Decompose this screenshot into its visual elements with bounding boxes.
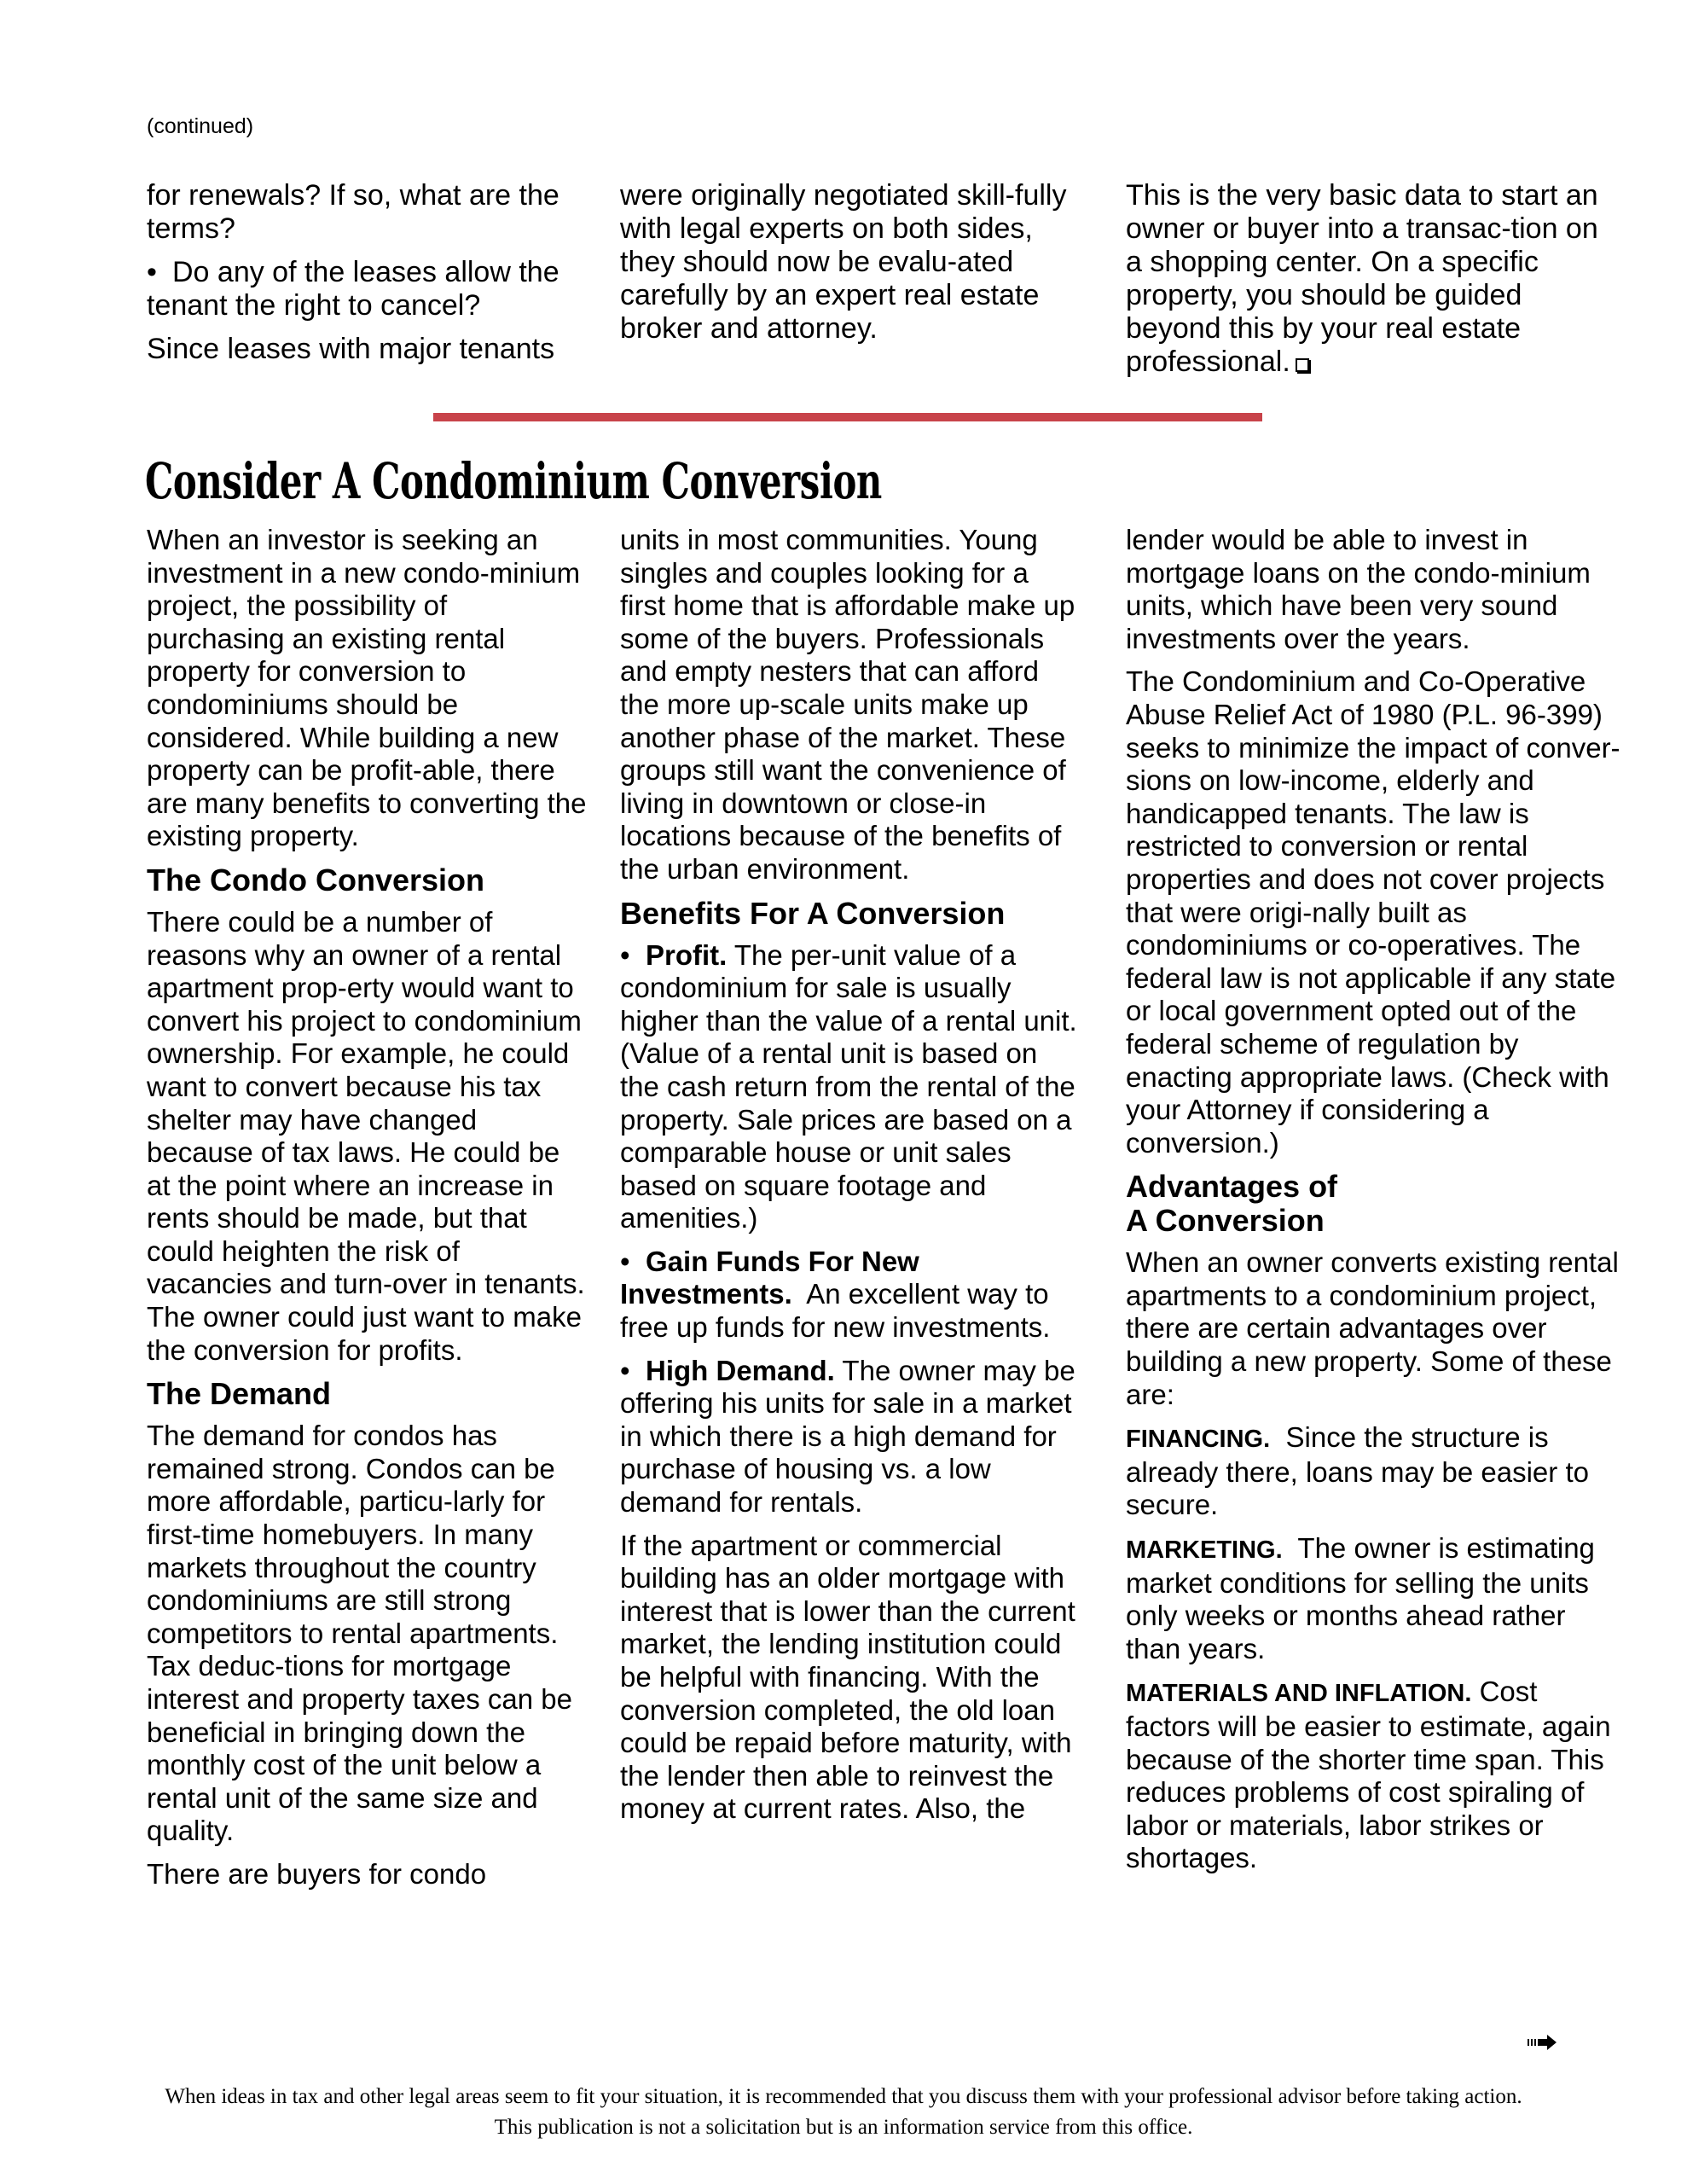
- paragraph: Since leases with major tenants: [147, 333, 555, 365]
- bullet-icon: •: [620, 1245, 630, 1277]
- paragraph: There could be a number of reasons why an owner of a rental apartment prop-erty would want to convert his project to condominium ownership. For example, he could want to convert because his tax shelter may have changed because of tax laws. He could be at the point where an increase in rents should be made, but that could heighten the risk of vacancies and turn-over in tenants. The owner could just want to make the conversion for profits.: [147, 905, 585, 1366]
- paragraph: were originally negotiated skill-fully with legal experts on both sides, they should now be evalu-ated carefully by an expert real estate broker and attorney.: [620, 179, 1067, 345]
- continued-label: (continued): [147, 114, 254, 138]
- top-column-3: [1126, 179, 1620, 389]
- advantage-item: [1126, 1676, 1620, 1875]
- paragraph-text: This is the very basic data to start an owner or buyer into a transac-tion on a shopping center. On a specific property, you should be guided beyond this by your real estate professional.: [1126, 179, 1598, 378]
- footer-disclaimer: When ideas in tax and other legal areas seem to fit your situation, it is recommended that you discuss them with your professional advisor before taking action.: [165, 2085, 1522, 2108]
- paragraph: The Condominium and Co-Operative Abuse Relief Act of 1980 (P.L. 96-399) seeks to minimize the impact of conver-sions on low-income, elderly and handicapped tenants. The law is restricted to conversion or rental properties and does not cover projects that were origi-nally built as condominiums or co-operatives. The federal law is not applicable if any state or local government opted out of the federal scheme of regulation by enacting appropriate laws. (Check with your Attorney if considering a conversion.): [1126, 665, 1620, 1159]
- bullet-label: High Demand.: [646, 1354, 835, 1386]
- paragraph: lender would be able to invest in mortgage loans on the condo-minium units, which have been very sound investments over the years.: [1126, 524, 1591, 654]
- paragraph: When an investor is seeking an investment in a new condo-minium project, the possibility of purchasing an existing rental property for conversion to condominiums should be considered. While building a new property can be profit-able, there are many benefits to converting the existing property.: [147, 524, 587, 852]
- top-column-2: [620, 179, 1081, 356]
- subheading: Advantages of A Conversion: [1126, 1169, 1338, 1239]
- bullet-item: [620, 1355, 1081, 1519]
- arrow-right-icon: [1527, 2034, 1557, 2051]
- bullet-text: An excellent way to free up funds for new investments.: [620, 1278, 1057, 1344]
- paragraph: [1126, 179, 1620, 379]
- advantage-label: MARKETING.: [1126, 1536, 1283, 1565]
- subheading: The Demand: [147, 1376, 332, 1412]
- bullet-item: [620, 939, 1081, 1235]
- section-divider: [433, 413, 1262, 421]
- paragraph: for renewals? If so, what are the terms?: [147, 179, 559, 245]
- end-of-article-box-icon: [1296, 358, 1309, 372]
- paragraph: When an owner converts existing rental apartments to a condominium project, there are certain advantages over building a new property. Some of these are:: [1126, 1246, 1619, 1410]
- paragraph: units in most communities. Young singles and couples looking for a first home that is affordable make up some of the buyers. Professionals and empty nesters that can afford the more up-scale units make up another phase of the market. These groups still want the convenience of living in downtown or close-in locations because of the benefits of the urban environment.: [620, 524, 1075, 885]
- article-column-3: [1126, 524, 1620, 1885]
- bullet-icon: •: [620, 1354, 630, 1386]
- advantage-label: FINANCING.: [1126, 1426, 1271, 1454]
- bullet-label: Profit.: [646, 938, 728, 971]
- article-column-2: [620, 524, 1081, 1836]
- article-title: Consider A Condominium Conversion: [145, 452, 882, 510]
- bullet-item: [147, 256, 590, 322]
- bullet-text: Do any of the leases allow the tenant the right to cancel?: [147, 256, 559, 322]
- subheading: The Condo Conversion: [147, 862, 484, 897]
- advantage-text: The owner is estimating market conditions for selling the units only weeks or months ahead rather than years.: [1126, 1532, 1603, 1664]
- advantage-text: Since the structure is already there, loans may be easier to secure.: [1126, 1421, 1597, 1521]
- paragraph: There are buyers for condo: [147, 1857, 487, 1890]
- advantage-item: [1126, 1421, 1620, 1522]
- article-column-1: [147, 524, 590, 1902]
- bullet-icon: •: [147, 256, 157, 288]
- bullet-icon: •: [620, 938, 630, 971]
- advantage-item: [1126, 1532, 1620, 1665]
- subheading: Benefits For A Conversion: [620, 895, 1006, 931]
- bullet-text: The per-unit value of a condominium for sale is usually higher than the value of a rental unit. (Value of a rental unit is based on the cash return from the rental of the property. Sale prices are based on a comparable house or unit sales based on square footage and amenities.): [620, 938, 1077, 1234]
- footer-notice: This publication is not a solicitation but is an information service from this office.: [494, 2116, 1193, 2139]
- bullet-label: Gain Funds For New Investments.: [620, 1245, 919, 1310]
- top-column-1: [147, 179, 590, 376]
- advantage-label: MATERIALS AND INFLATION.: [1126, 1680, 1472, 1708]
- bullet-text: The owner may be offering his units for sale in a market in which there is a high demand for purchase of housing vs. a low demand for rentals.: [620, 1354, 1075, 1519]
- paragraph: If the apartment or commercial building has an older mortgage with interest that is lower than the current market, the lending institution could be helpful with financing. With the conversion completed, the old loan could be repaid before maturity, with the lender then able to reinvest the money at current rates. Also, the: [620, 1529, 1075, 1825]
- bullet-item: [620, 1246, 1081, 1345]
- advantage-text: Cost factors will be easier to estimate, again because of the shorter time span. This reduces problems of cost spiraling of labor or materials, labor strikes or shortages.: [1126, 1676, 1611, 1874]
- paragraph: The demand for condos has remained strong. Condos can be more affordable, particu-larly for first-time homebuyers. In many markets throughout the country condominiums are still strong competitors to rental apartments. Tax deduc-tions for mortgage interest and property taxes can be beneficial in bringing down the monthly cost of the unit below a rental unit of the same size and quality.: [147, 1420, 572, 1847]
